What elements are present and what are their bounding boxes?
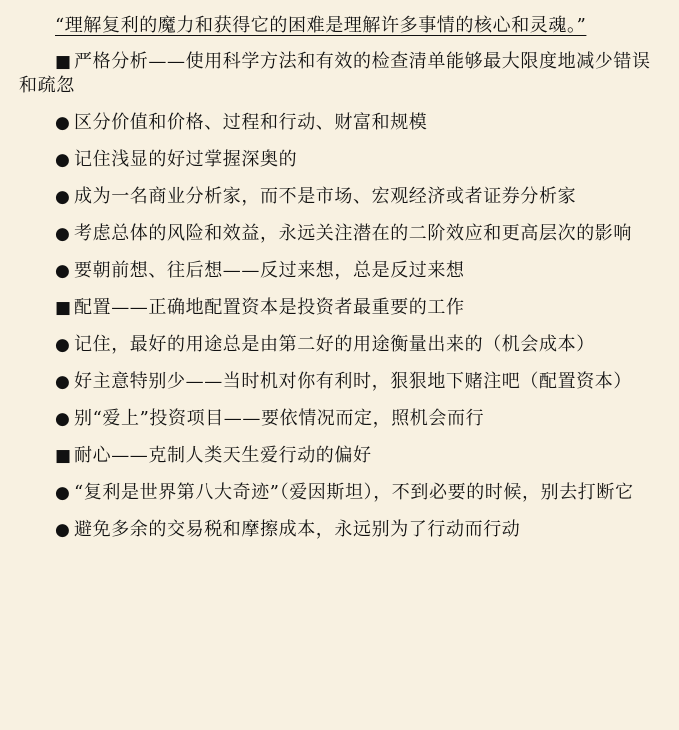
list-marker: ●	[55, 520, 71, 540]
list-item-text: 区分价值和价格、过程和行动、财富和规模	[74, 112, 428, 133]
list-item	[19, 370, 665, 394]
list-item-text: 别“爱上”投资项目——要依情况而定，照机会而行	[74, 408, 485, 429]
list-marker: ●	[55, 409, 71, 429]
list-item	[19, 481, 665, 505]
list-item	[19, 222, 665, 246]
list-item-text: 避免多余的交易税和摩擦成本，永远别为了行动而行动	[74, 519, 521, 540]
list-marker: ●	[55, 113, 71, 133]
list-item	[19, 444, 665, 468]
list-item	[19, 259, 665, 283]
list-item-text: 配置——正确地配置资本是投资者最重要的工作	[74, 297, 465, 318]
principle-list	[19, 50, 665, 542]
list-item-text: 成为一名商业分析家，而不是市场、宏观经济或者证券分析家	[74, 186, 577, 207]
list-item	[19, 111, 665, 135]
list-item	[19, 50, 665, 98]
list-marker: ●	[55, 335, 71, 355]
list-marker: ●	[55, 187, 71, 207]
list-item	[19, 148, 665, 172]
list-item	[19, 333, 665, 357]
list-item-text: 记住，最好的用途总是由第二好的用途衡量出来的（机会成本）	[74, 334, 595, 355]
list-marker: ■	[55, 298, 72, 318]
list-item	[19, 407, 665, 431]
list-item-text: 严格分析——使用科学方法和有效的检查清单能够最大限度地减少错误和疏忽	[19, 51, 651, 96]
list-marker: ■	[55, 446, 72, 466]
list-marker: ●	[55, 372, 71, 392]
list-item	[19, 296, 665, 320]
list-marker: ●	[55, 150, 71, 170]
list-item	[19, 185, 665, 209]
opening-quote: “理解复利的魔力和获得它的困难是理解许多事情的核心和灵魂。”	[55, 15, 587, 36]
list-item-text: “复利是世界第八大奇迹”（爱因斯坦），不到必要的时候，别去打断它	[74, 482, 634, 503]
list-item-text: 要朝前想、往后想——反过来想，总是反过来想	[74, 260, 465, 281]
list-item-text: 考虑总体的风险和效益，永远关注潜在的二阶效应和更高层次的影响	[74, 223, 632, 244]
list-marker: ●	[55, 483, 71, 503]
list-item	[19, 518, 665, 542]
list-marker: ●	[55, 261, 71, 281]
list-item-text: 耐心——克制人类天生爱行动的偏好	[74, 445, 372, 466]
list-marker: ●	[55, 224, 71, 244]
list-item-text: 好主意特别少——当时机对你有利时，狠狠地下赌注吧（配置资本）	[74, 371, 632, 392]
list-item-text: 记住浅显的好过掌握深奥的	[74, 149, 298, 170]
list-marker: ■	[55, 52, 72, 72]
